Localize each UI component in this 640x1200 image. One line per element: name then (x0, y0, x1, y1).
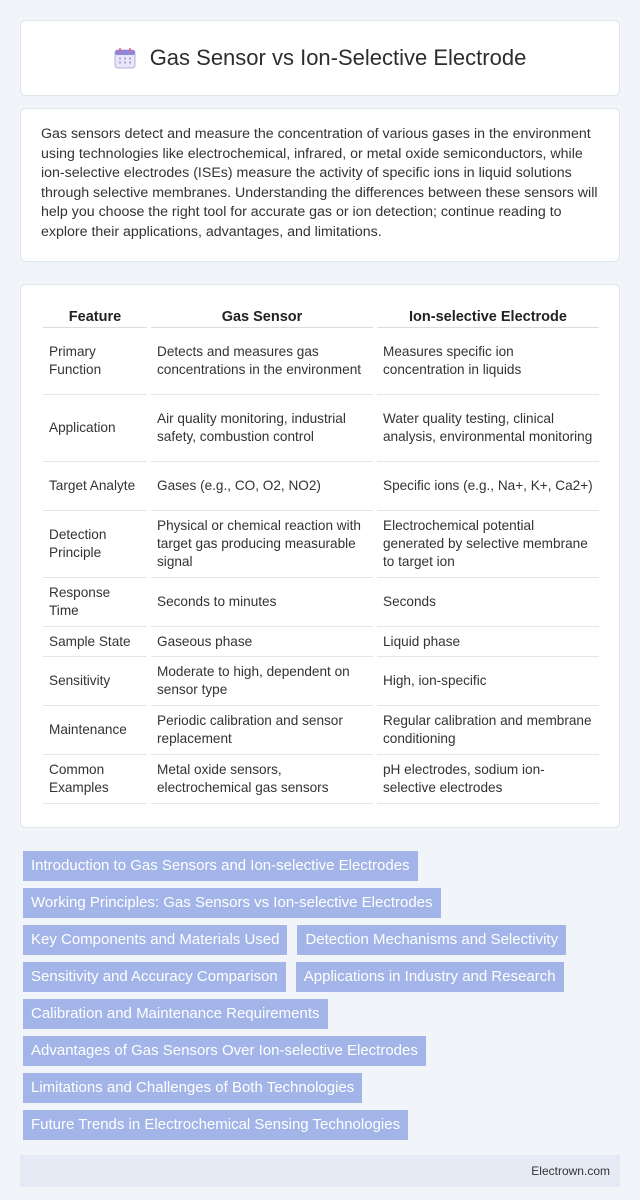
table-cell: Seconds to minutes (151, 578, 373, 627)
topic-link[interactable]: Advantages of Gas Sensors Over Ion-selective Electrodes (23, 1036, 426, 1066)
intro-card (20, 108, 620, 262)
table-header-row (43, 305, 599, 328)
table-cell: High, ion-specific (377, 657, 599, 706)
table-row (43, 328, 599, 395)
comparison-table (39, 305, 603, 804)
table-cell: Sensitivity (43, 657, 147, 706)
table-cell: Periodic calibration and sensor replacement (151, 706, 373, 755)
table-cell: Response Time (43, 578, 147, 627)
topic-link[interactable]: Introduction to Gas Sensors and Ion-selective Electrodes (23, 851, 418, 881)
topic-link[interactable]: Applications in Industry and Research (296, 962, 564, 992)
table-cell: Metal oxide sensors, electrochemical gas sensors (151, 755, 373, 804)
table-cell: Gases (e.g., CO, O2, NO2) (151, 462, 373, 511)
topic-link[interactable]: Detection Mechanisms and Selectivity (297, 925, 566, 955)
table-cell: Application (43, 395, 147, 462)
table-cell: Detection Principle (43, 511, 147, 578)
title-card (20, 20, 620, 96)
table-row (43, 755, 599, 804)
table-row (43, 706, 599, 755)
table-cell: Specific ions (e.g., Na+, K+, Ca2+) (377, 462, 599, 511)
table-cell: Common Examples (43, 755, 147, 804)
table-cell: Moderate to high, dependent on sensor type (151, 657, 373, 706)
table-cell: Physical or chemical reaction with target gas producing measurable signal (151, 511, 373, 578)
footer (20, 1155, 620, 1187)
table-row (43, 627, 599, 657)
table-cell: Electrochemical potential generated by selective membrane to target ion (377, 511, 599, 578)
topic-link[interactable]: Key Components and Materials Used (23, 925, 287, 955)
table-cell: Maintenance (43, 706, 147, 755)
comparison-table-card (20, 284, 620, 828)
intro-text: Gas sensors detect and measure the concentration of various gases in the environment using technologies like electrochemical, infrared, or metal oxide semiconductors, while ion-selective electrodes (ISEs) measure the activity of specific ions in liquid solutions through selective membranes. Understanding the differences between these sensors will help you choose the right tool for accurate gas or ion detection; continue reading to explore their applications, advantages, and limitations. (41, 126, 598, 240)
table-cell: pH electrodes, sodium ion-selective electrodes (377, 755, 599, 804)
footer-site-name[interactable]: Electrown.com (531, 1164, 610, 1178)
column-header: Gas Sensor (151, 305, 373, 328)
table-row (43, 395, 599, 462)
table-cell: Regular calibration and membrane conditioning (377, 706, 599, 755)
table-row (43, 462, 599, 511)
page-title: Gas Sensor vs Ion-Selective Electrode (149, 45, 527, 70)
topic-link[interactable]: Future Trends in Electrochemical Sensing Technologies (23, 1110, 408, 1140)
table-row (43, 657, 599, 706)
topic-links (20, 851, 620, 1147)
column-header: Feature (43, 305, 147, 328)
table-cell: Sample State (43, 627, 147, 657)
calendar-icon (114, 47, 136, 69)
topic-link[interactable]: Calibration and Maintenance Requirements (23, 999, 328, 1029)
table-cell: Primary Function (43, 328, 147, 395)
table-row (43, 578, 599, 627)
table-cell: Air quality monitoring, industrial safety, combustion control (151, 395, 373, 462)
table-cell: Target Analyte (43, 462, 147, 511)
table-row (43, 511, 599, 578)
table-cell: Gaseous phase (151, 627, 373, 657)
topic-link[interactable]: Sensitivity and Accuracy Comparison (23, 962, 286, 992)
topic-link[interactable]: Working Principles: Gas Sensors vs Ion-selective Electrodes (23, 888, 441, 918)
table-cell: Detects and measures gas concentrations in the environment (151, 328, 373, 395)
table-cell: Liquid phase (377, 627, 599, 657)
table-cell: Water quality testing, clinical analysis, environmental monitoring (377, 395, 599, 462)
table-cell: Measures specific ion concentration in liquids (377, 328, 599, 395)
topic-link[interactable]: Limitations and Challenges of Both Technologies (23, 1073, 362, 1103)
column-header: Ion-selective Electrode (377, 305, 599, 328)
table-cell: Seconds (377, 578, 599, 627)
